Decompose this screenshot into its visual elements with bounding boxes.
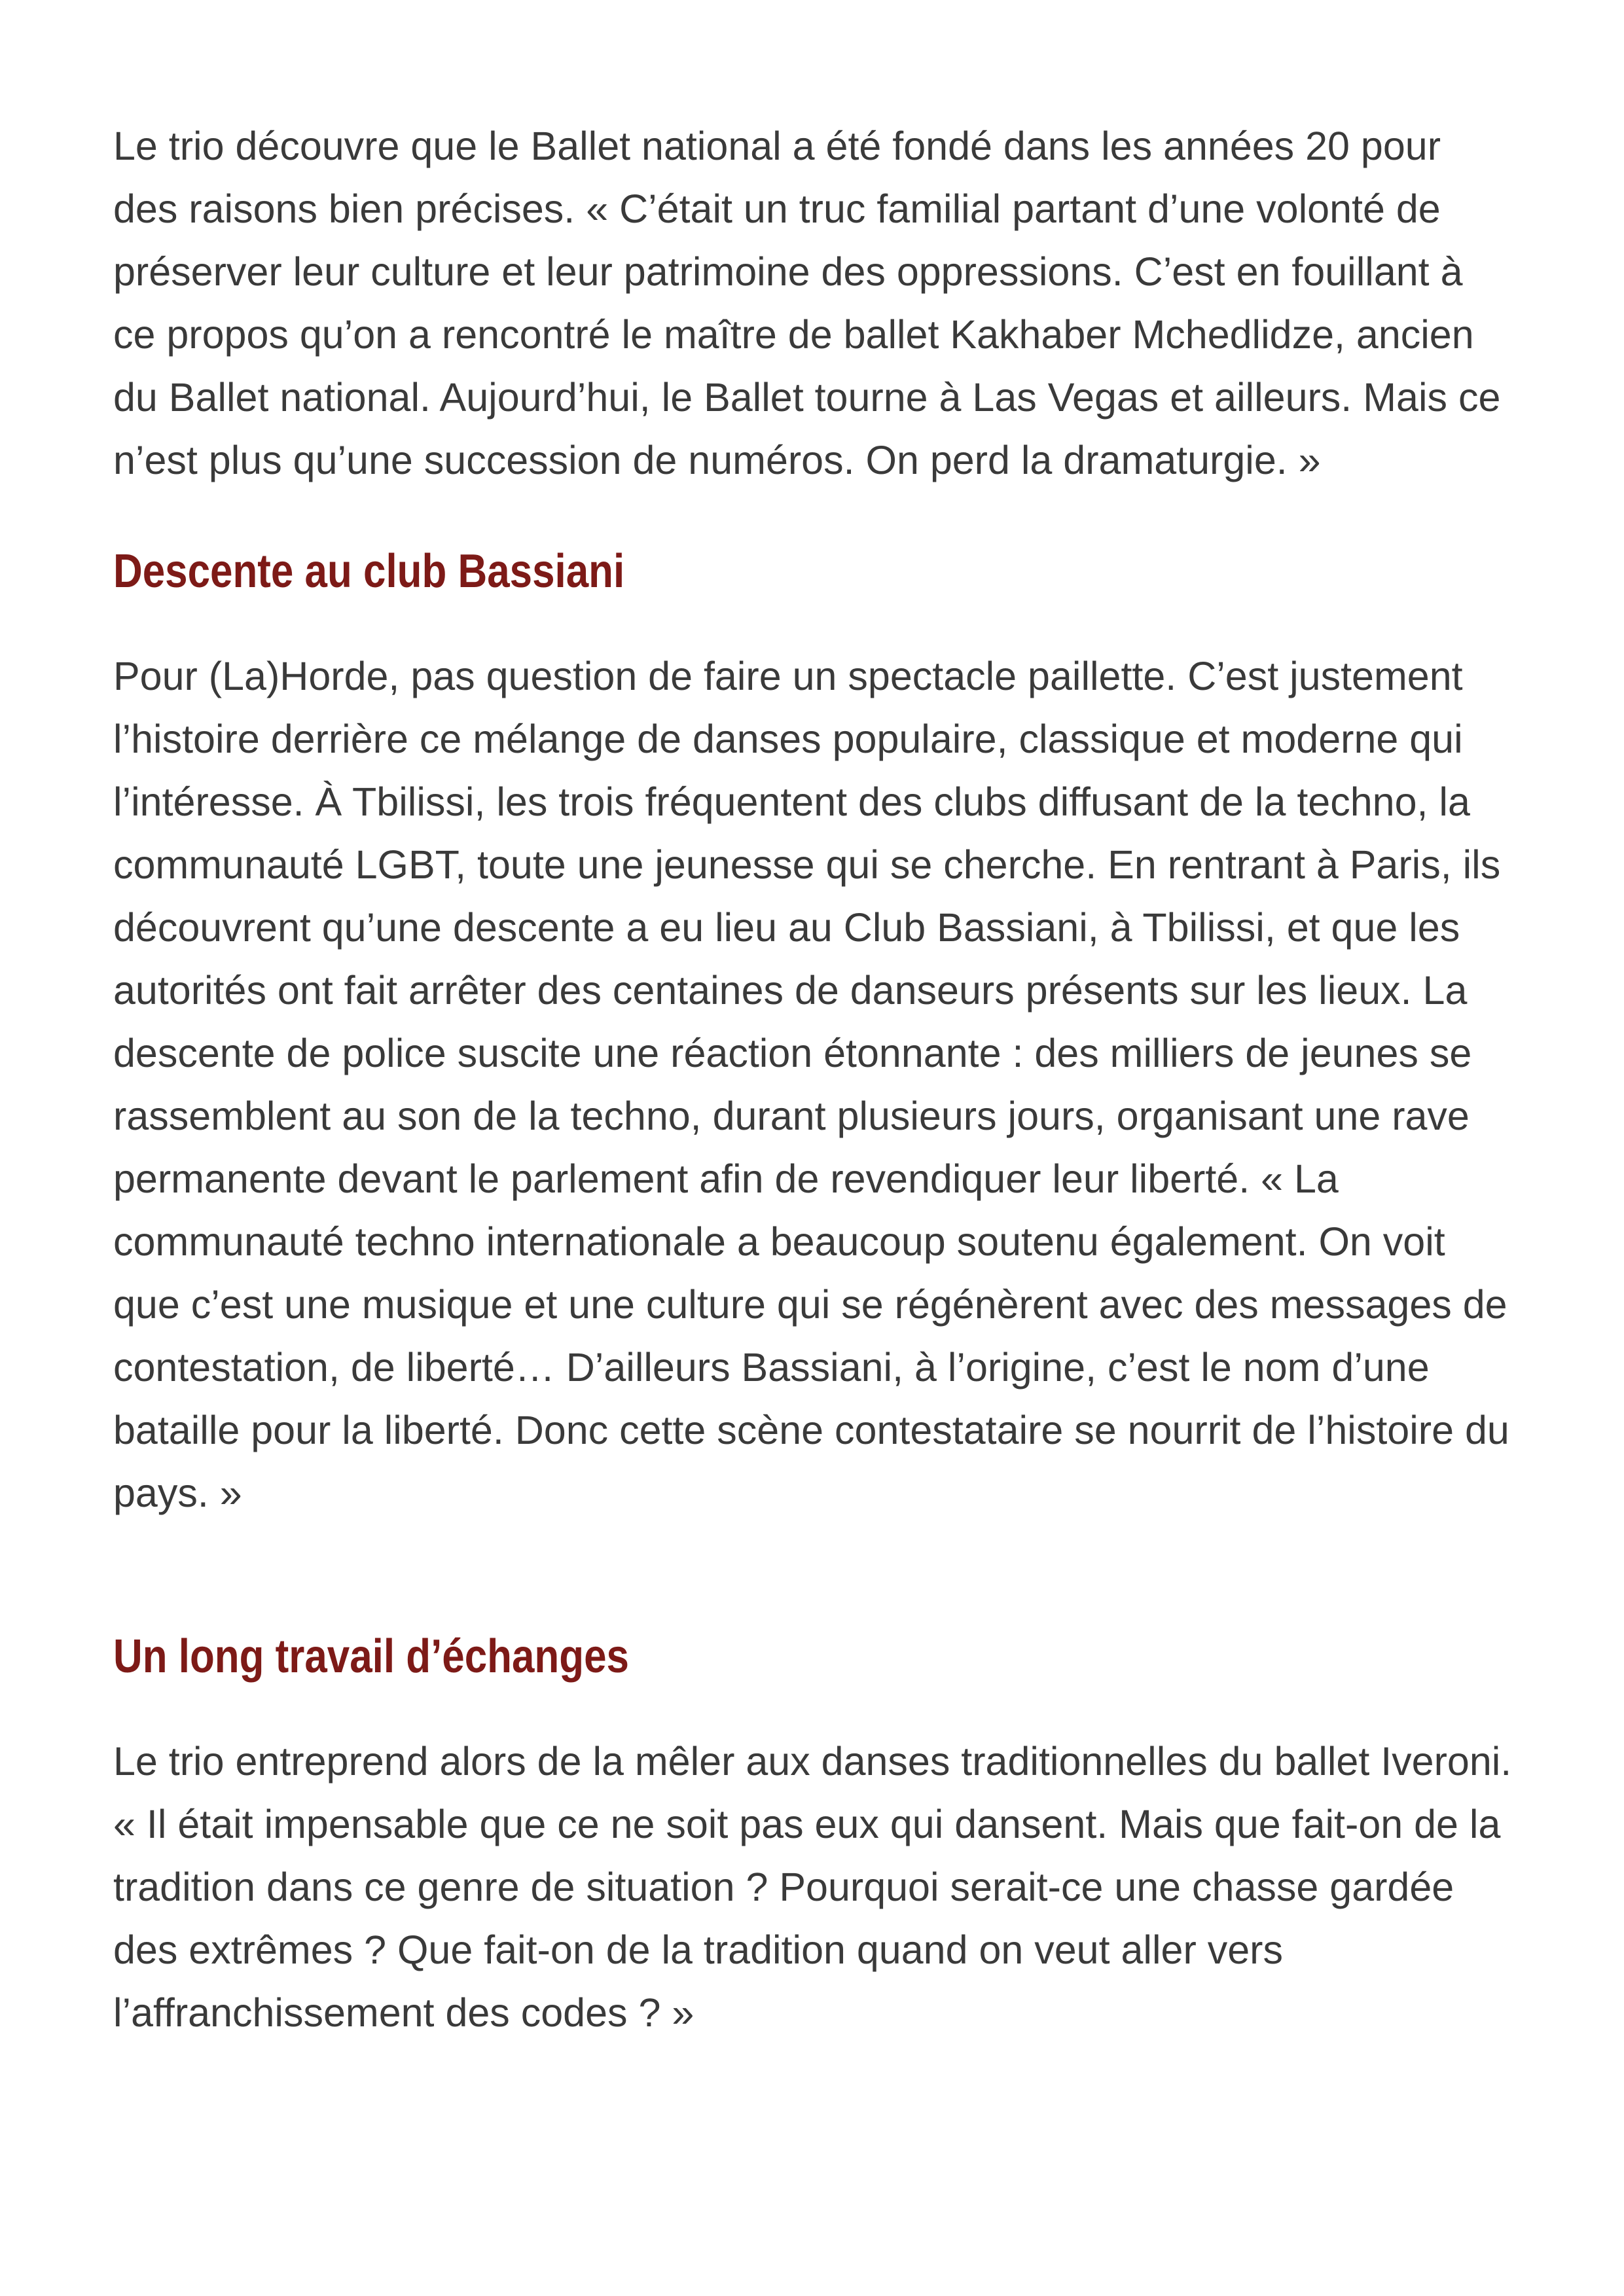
section-heading-echanges: Un long travail d’échanges (113, 1630, 629, 1683)
section-heading-bassiani: Descente au club Bassiani (113, 545, 625, 598)
article-body (113, 115, 1514, 2044)
paragraph-bassiani: Pour (La)Horde, pas question de faire un spectacle paillette. C’est justement l’histoire derrière ce mélange de danses populaire, classique et moderne qui l’intéresse. À Tbilissi, les trois fréquentent des clubs diffusant de la techno, la communauté LGBT, toute une jeunesse qui se cherche. En rentrant à Paris, ils découvrent qu’une descente a eu lieu au Club Bassiani, à Tbilissi, et que les autorités ont fait arrêter des centaines de danseurs présents sur les lieux. La descente de police suscite une réaction étonnante : des milliers de jeunes se rassemblent au son de la techno, durant plusieurs jours, organisant une rave permanente devant le parlement afin de revendiquer leur liberté. « La communauté techno internationale a beaucoup soutenu également. On voit que c’est une musique et une culture qui se régénèrent avec des messages de contestation, de liberté… D’ailleurs Bassiani, à l’origine, c’est le nom d’une bataille pour la liberté. Donc cette scène contestataire se nourrit de l’histoire du pays. » (113, 654, 1509, 1515)
paragraph-tradition: Le trio entreprend alors de la mêler aux danses traditionnelles du ballet Iveroni. « Il était impensable que ce ne soit pas eux qui dansent. Mais que fait-on de la tradition dans ce genre de situation ? Pourquoi serait-ce une chasse gardée des extrêmes ? Que fait-on de la tradition quand on veut aller vers l’affranchissement des codes ? » (113, 1739, 1512, 2035)
paragraph-ballet-national: Le trio découvre que le Ballet national a été fondé dans les années 20 pour des raisons bien précises. « C’était un truc familial partant d’une volonté de préserver leur culture et leur patrimoine des oppressions. C’est en fouillant à ce propos qu’on a rencontré le maître de ballet Kakhaber Mchedlidze, ancien du Ballet national. Aujourd’hui, le Ballet tourne à Las Vegas et ailleurs. Mais ce n’est plus qu’une succession de numéros. On perd la dramaturgie. » (113, 124, 1501, 482)
